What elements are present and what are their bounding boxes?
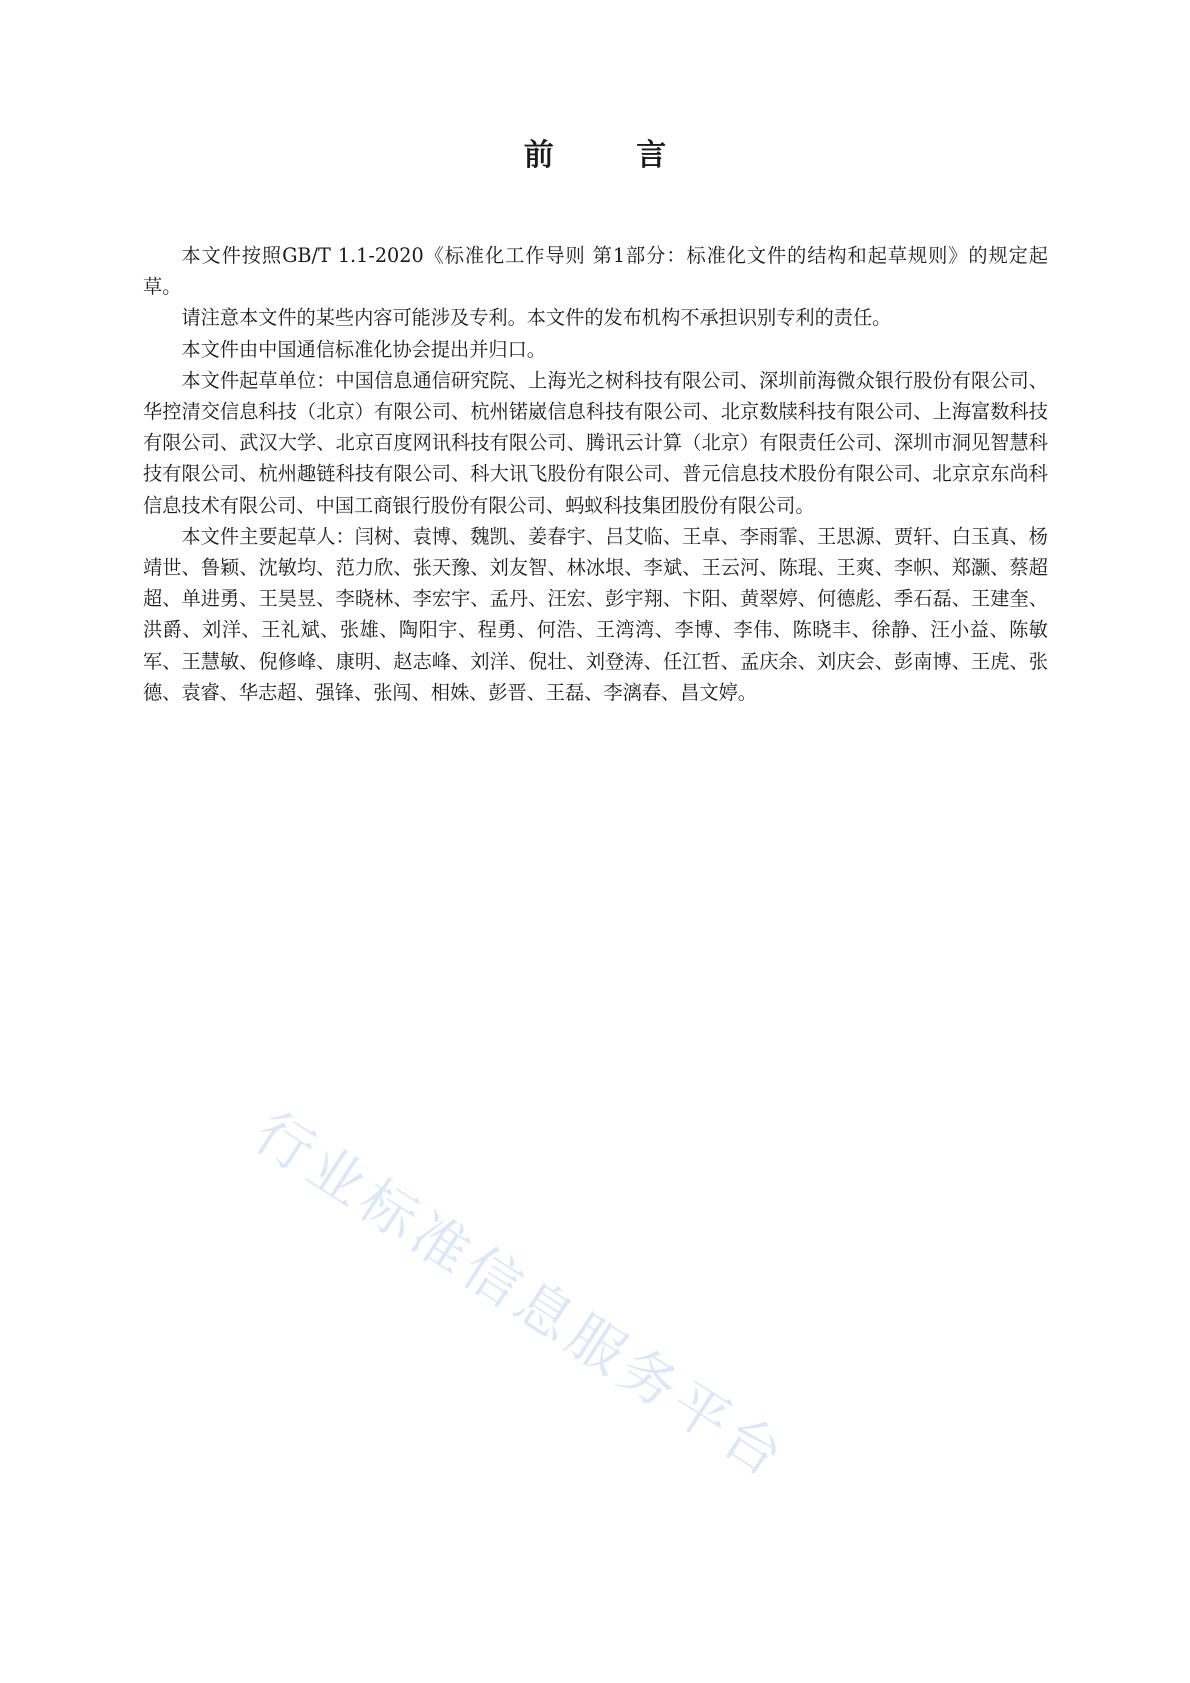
paragraph-drafters: 本文件主要起草人：闫树、袁博、魏凯、姜春宇、吕艾临、王卓、李雨霏、王思源、贾轩、白玉真、杨靖世、鲁颖、沈敏均、范力欣、张天豫、刘友智、林冰垠、李斌、王云河、陈琨、王爽、李帜、郑灏、蔡超超、单进勇、王昊昱、李晓林、李宏宇、孟丹、汪宏、彭宇翔、卞阳、黄翠婷、何德彪、季石磊、王建奎、洪爵、刘洋、王礼斌、张雄、陶阳宇、程勇、何浩、王湾湾、李博、李伟、陈晓丰、徐静、汪小益、陈敏军、王慧敏、倪修峰、康明、赵志峰、刘洋、倪壮、刘登涛、任江哲、孟庆余、刘庆会、彭南博、王虎、张德、袁睿、华志超、强锋、张闯、相姝、彭晋、王磊、李漓春、昌文婷。 bbox=[143, 524, 1048, 704]
paragraph-drafting-rule: 本文件按照GB/T 1.1-2020《标准化工作导则 第1部分：标准化文件的结构和起草规则》的规定起草。 bbox=[143, 244, 1048, 299]
paragraph-proposer: 本文件由中国通信标准化协会提出并归口。 bbox=[181, 337, 546, 361]
foreword-body bbox=[143, 240, 1048, 708]
page-title: 前 言 bbox=[523, 138, 703, 173]
watermark: 行业标准信息服务平台 bbox=[243, 1100, 799, 1493]
paragraph-drafting-units: 本文件起草单位：中国信息通信研究院、上海光之树科技有限公司、深圳前海微众银行股份有限公司、华控清交信息科技（北京）有限公司、杭州锘崴信息科技有限公司、北京数牍科技有限公司、上海富数科技有限公司、武汉大学、北京百度网讯科技有限公司、腾讯云计算（北京）有限责任公司、深圳市洞见智慧科技有限公司、杭州趣链科技有限公司、科大讯飞股份有限公司、普元信息技术股份有限公司、北京京东尚科信息技术有限公司、中国工商银行股份有限公司、蚂蚁科技集团股份有限公司。 bbox=[143, 368, 1048, 517]
paragraph-patent-notice: 请注意本文件的某些内容可能涉及专利。本文件的发布机构不承担识别专利的责任。 bbox=[181, 306, 892, 330]
